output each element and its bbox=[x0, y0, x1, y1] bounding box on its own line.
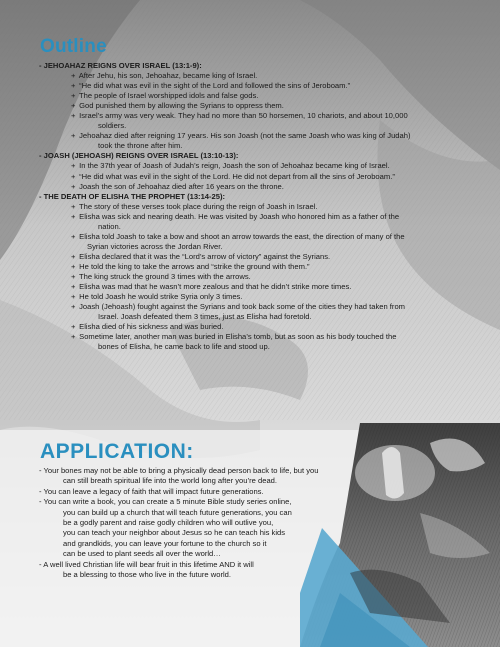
list-item: + The people of Israel worshipped idols and false gods. bbox=[71, 91, 259, 101]
plus-icon: + bbox=[71, 231, 76, 241]
list-item: + Elisha was mad that he wasn’t more zealous and that he didn’t strike more times. bbox=[71, 282, 352, 292]
plus-icon: + bbox=[71, 131, 76, 141]
plus-icon: + bbox=[71, 171, 76, 181]
list-item: + “He did what was evil in the sight of the Lord. He did not depart from all the sins of Jeroboam.” bbox=[71, 171, 395, 181]
plus-icon: + bbox=[71, 71, 76, 81]
page-title: Outline bbox=[40, 36, 107, 57]
outline-content bbox=[39, 61, 487, 352]
application-item-continuation: be a blessing to those who live in the future world. bbox=[63, 570, 232, 580]
plus-icon: + bbox=[71, 261, 76, 271]
application-item-continuation: and grandkids, you can leave your fortune to the church so it bbox=[63, 538, 267, 548]
list-item: + Joash (Jehoash) fought against the Syrians and took back some of the cities they had taken from bbox=[71, 302, 405, 312]
application-item-continuation: you can build up a church that will teach future generations, you can bbox=[63, 507, 292, 517]
plus-icon: + bbox=[71, 201, 76, 211]
list-item: + Sometime later, another man was buried in Elisha’s tomb, but as soon as his body touched the bbox=[71, 332, 397, 342]
application-item: - A well lived Christian life will bear fruit in this lifetime AND it will bbox=[39, 559, 254, 569]
application-item: - You can leave a legacy of faith that will impact future generations. bbox=[39, 486, 264, 496]
list-item: + In the 37th year of Joash of Judah’s reign, Joash the son of Jehoahaz became king of Israel. bbox=[71, 161, 390, 171]
application-content bbox=[39, 466, 359, 580]
plus-icon: + bbox=[71, 81, 76, 91]
list-item-continuation: Syrian victories across the Jordan River. bbox=[87, 241, 223, 251]
application-item-continuation: you can teach your neighbor about Jesus so he can teach his kids bbox=[63, 528, 286, 538]
list-item: + Elisha declared that it was the “Lord’s arrow of victory” against the Syrians. bbox=[71, 251, 331, 261]
list-item: + Joash the son of Jehoahaz died after 16 years on the throne. bbox=[71, 181, 284, 191]
section-heading: - JEHOAHAZ REIGNS OVER ISRAEL (13:1-9): bbox=[39, 61, 202, 70]
plus-icon: + bbox=[71, 322, 76, 332]
list-item: + He told the king to take the arrows and “strike the ground with them.” bbox=[71, 261, 310, 271]
list-item-continuation: nation. bbox=[98, 221, 121, 231]
list-item-continuation: Israel. Joash defeated them 3 times, just as Elisha had foretold. bbox=[98, 312, 312, 322]
plus-icon: + bbox=[71, 332, 76, 342]
list-item: + God punished them by allowing the Syrians to oppress them. bbox=[71, 101, 284, 111]
plus-icon: + bbox=[71, 271, 76, 281]
application-item-continuation: can be used to plant seeds all over the world… bbox=[63, 549, 221, 559]
list-item: + After Jehu, his son, Jehoahaz, became king of Israel. bbox=[71, 71, 258, 81]
section-heading: - JOASH (JEHOASH) REIGNS OVER ISRAEL (13:10-13): bbox=[39, 151, 239, 161]
application-item-continuation: can still breath spiritual life into the world long after you’re dead. bbox=[63, 476, 278, 486]
list-item-continuation: bones of Elisha, he came back to life and stood up. bbox=[98, 342, 270, 352]
application-item: - Your bones may not be able to bring a physically dead person back to life, but you bbox=[39, 466, 319, 475]
list-item: + The king struck the ground 3 times with the arrows. bbox=[71, 271, 251, 281]
plus-icon: + bbox=[71, 211, 76, 221]
plus-icon: + bbox=[71, 101, 76, 111]
application-title: APPLICATION: bbox=[40, 440, 194, 463]
list-item: + The story of these verses took place during the reign of Joash in Israel. bbox=[71, 201, 318, 211]
plus-icon: + bbox=[71, 111, 76, 121]
list-item-continuation: took the throne after him. bbox=[98, 141, 183, 151]
plus-icon: + bbox=[71, 181, 76, 191]
section-heading: - THE DEATH OF ELISHA THE PROPHET (13:14-25): bbox=[39, 191, 226, 201]
list-item: + Israel’s army was very weak. They had no more than 50 horsemen, 10 chariots, and about 10,000 bbox=[71, 111, 408, 121]
list-item: + Jehoahaz died after reigning 17 years. His son Joash (not the same Joash who was king of Judah) bbox=[71, 131, 411, 141]
plus-icon: + bbox=[71, 282, 76, 292]
list-item: + Elisha died of his sickness and was buried. bbox=[71, 322, 224, 332]
application-item-continuation: be a godly parent and raise godly children who will outlive you, bbox=[63, 518, 274, 528]
plus-icon: + bbox=[71, 251, 76, 261]
list-item: + “He did what was evil in the sight of the Lord and followed the sins of Jeroboam.” bbox=[71, 81, 351, 91]
list-item-continuation: soldiers. bbox=[98, 121, 127, 131]
plus-icon: + bbox=[71, 161, 76, 171]
plus-icon: + bbox=[71, 292, 76, 302]
list-item: + Elisha was sick and nearing death. He was visited by Joash who honored him as a father of the bbox=[71, 211, 400, 221]
list-item: + He told Joash he would strike Syria only 3 times. bbox=[71, 292, 243, 302]
application-item: - You can write a book, you can create a 5 minute Bible study series online, bbox=[39, 497, 292, 507]
list-item: + Elisha told Joash to take a bow and shoot an arrow towards the east, the direction of many of the bbox=[71, 231, 405, 241]
plus-icon: + bbox=[71, 91, 76, 101]
plus-icon: + bbox=[71, 302, 76, 312]
